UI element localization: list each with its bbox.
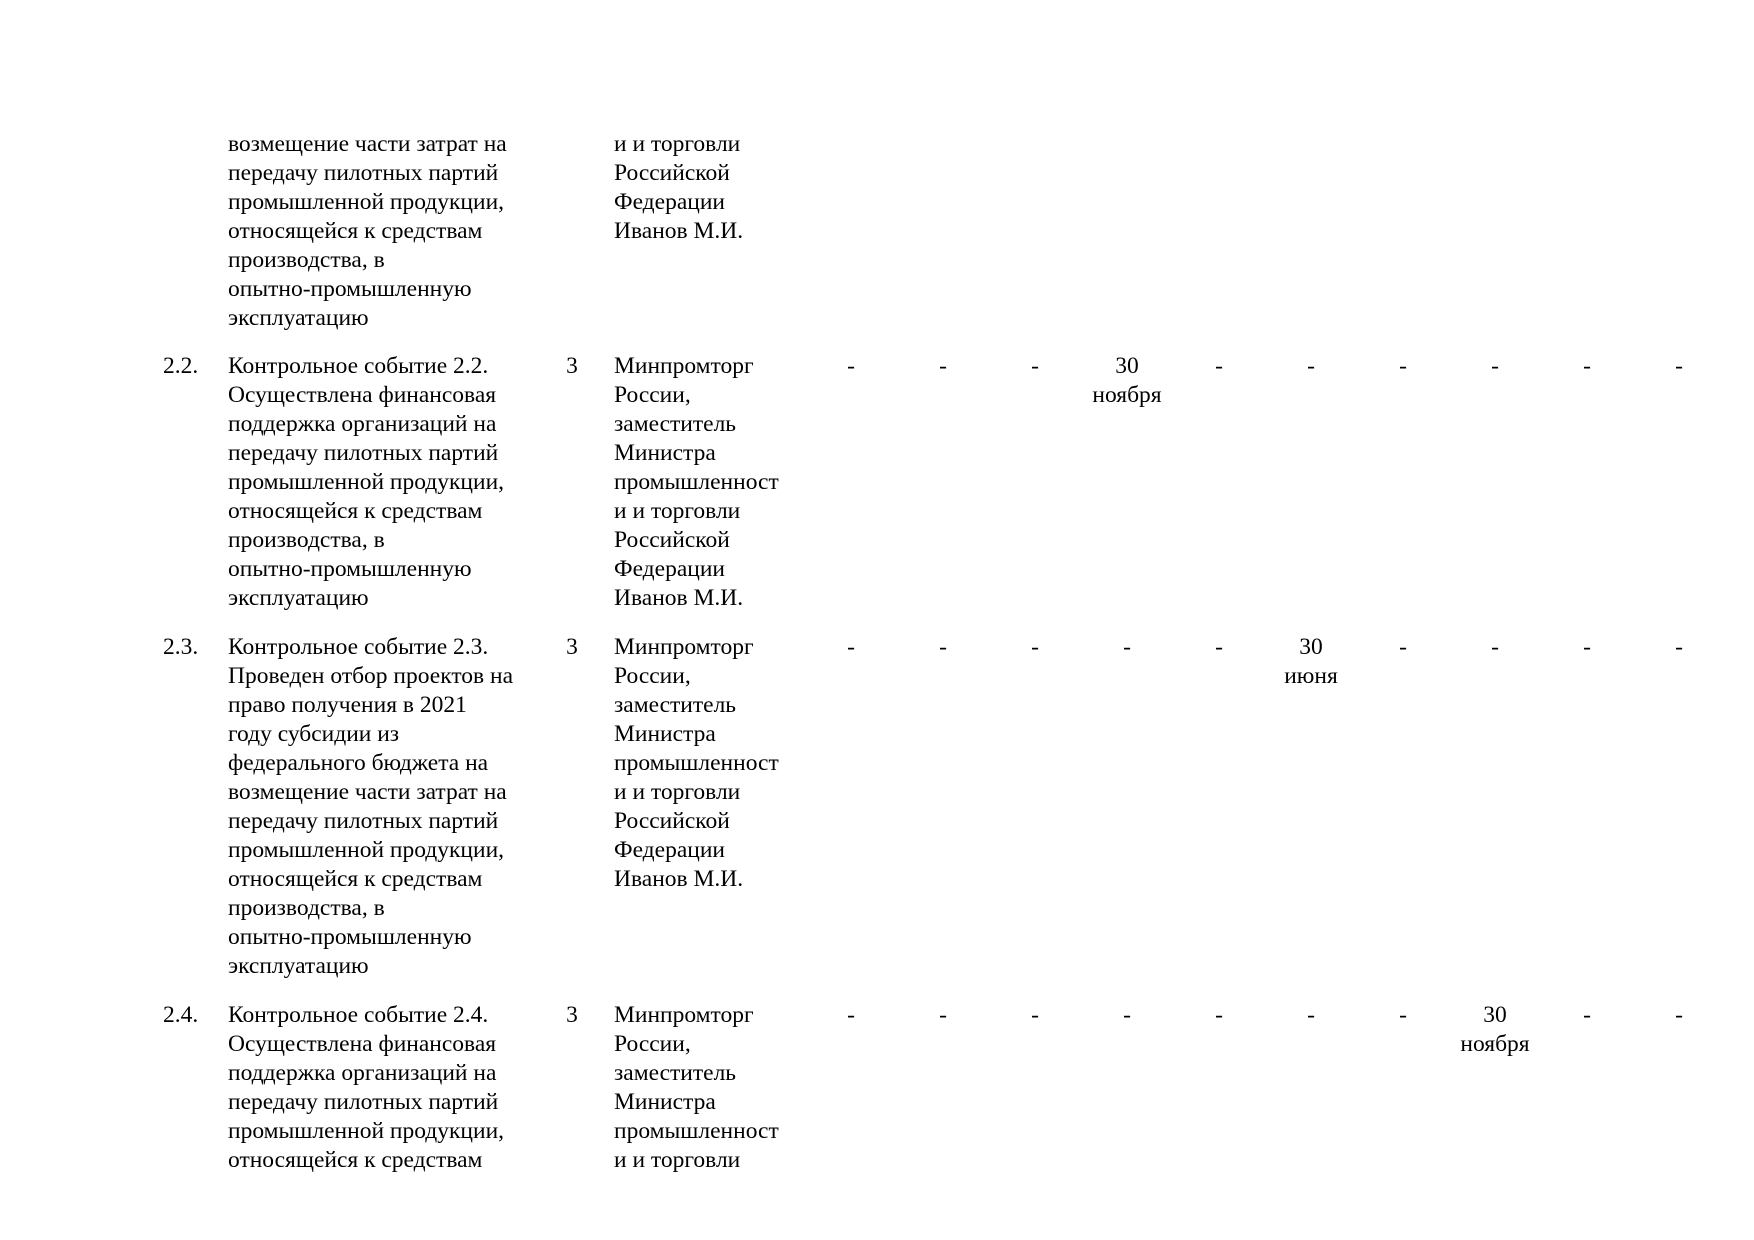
period-cell: - [1491,634,1499,660]
event-description: Контрольное событие 2.4. Осуществлена финансовая поддержка организаций на передачу пилотных партий промышленной продукции, относящейся к средствам [228,1002,505,1173]
row-number: 2.3. [163,634,199,660]
period-cell: - [847,634,855,660]
row-number: 2.2. [163,353,199,379]
period-cell: - [1215,1002,1223,1028]
event-description: Контрольное событие 2.3. Проведен отбор проектов на право получения в 2021 году субсидии из федерального бюджета на возмещение части затрат на передачу пилотных партий промышленной продукции, относящейся к средствам производства, в опытно-промышленную эксплуатацию [228,634,514,979]
period-cell: - [939,353,947,379]
responsible-executor: Минпромторг России, заместитель Министра промышленност и и торговли Российской Федерации Иванов М.И. [614,353,779,611]
responsible-executor: Минпромторг России, заместитель Министра промышленност и и торговли Российской Федерации Иванов М.И. [614,634,779,892]
period-cell: - [1675,1002,1683,1028]
period-cell: - [1307,353,1315,379]
period-cell: - [1583,1002,1591,1028]
period-cell: 30 июня [1284,634,1338,689]
level-value: 3 [566,634,578,660]
period-cell: - [1215,634,1223,660]
period-cell: - [1583,634,1591,660]
period-cell: - [1031,1002,1039,1028]
row-number: 2.4. [163,1002,199,1028]
period-cell: - [1031,634,1039,660]
period-cell: - [1123,1002,1131,1028]
period-cell: - [1399,1002,1407,1028]
period-cell: - [847,1002,855,1028]
period-cell: - [1491,353,1499,379]
period-cell: - [1031,353,1039,379]
period-cell: - [1583,353,1591,379]
period-cell: - [1675,634,1683,660]
period-cell: 30 ноября [1460,1002,1530,1057]
period-cell: - [1399,353,1407,379]
event-description: Контрольное событие 2.2. Осуществлена финансовая поддержка организаций на передачу пилотных партий промышленной продукции, относящейся к средствам производства, в опытно-промышленную эксплуатацию [228,353,505,611]
responsible-executor: Минпромторг России, заместитель Министра промышленност и и торговли [614,1002,779,1173]
responsible-executor: и и торговли Российской Федерации Иванов М.И. [614,131,744,244]
period-cell: - [1307,1002,1315,1028]
period-cell: - [1215,353,1223,379]
period-cell: 30 ноября [1092,353,1162,408]
period-cell: - [939,1002,947,1028]
period-cell: - [1675,353,1683,379]
period-cell: - [939,634,947,660]
period-cell: - [1399,634,1407,660]
level-value: 3 [566,1002,578,1028]
period-cell: - [847,353,855,379]
level-value: 3 [566,353,578,379]
event-description: возмещение части затрат на передачу пилотных партий промышленной продукции, относящейся к средствам производства, в опытно-промышленную эксплуатацию [228,131,507,331]
period-cell: - [1123,634,1131,660]
